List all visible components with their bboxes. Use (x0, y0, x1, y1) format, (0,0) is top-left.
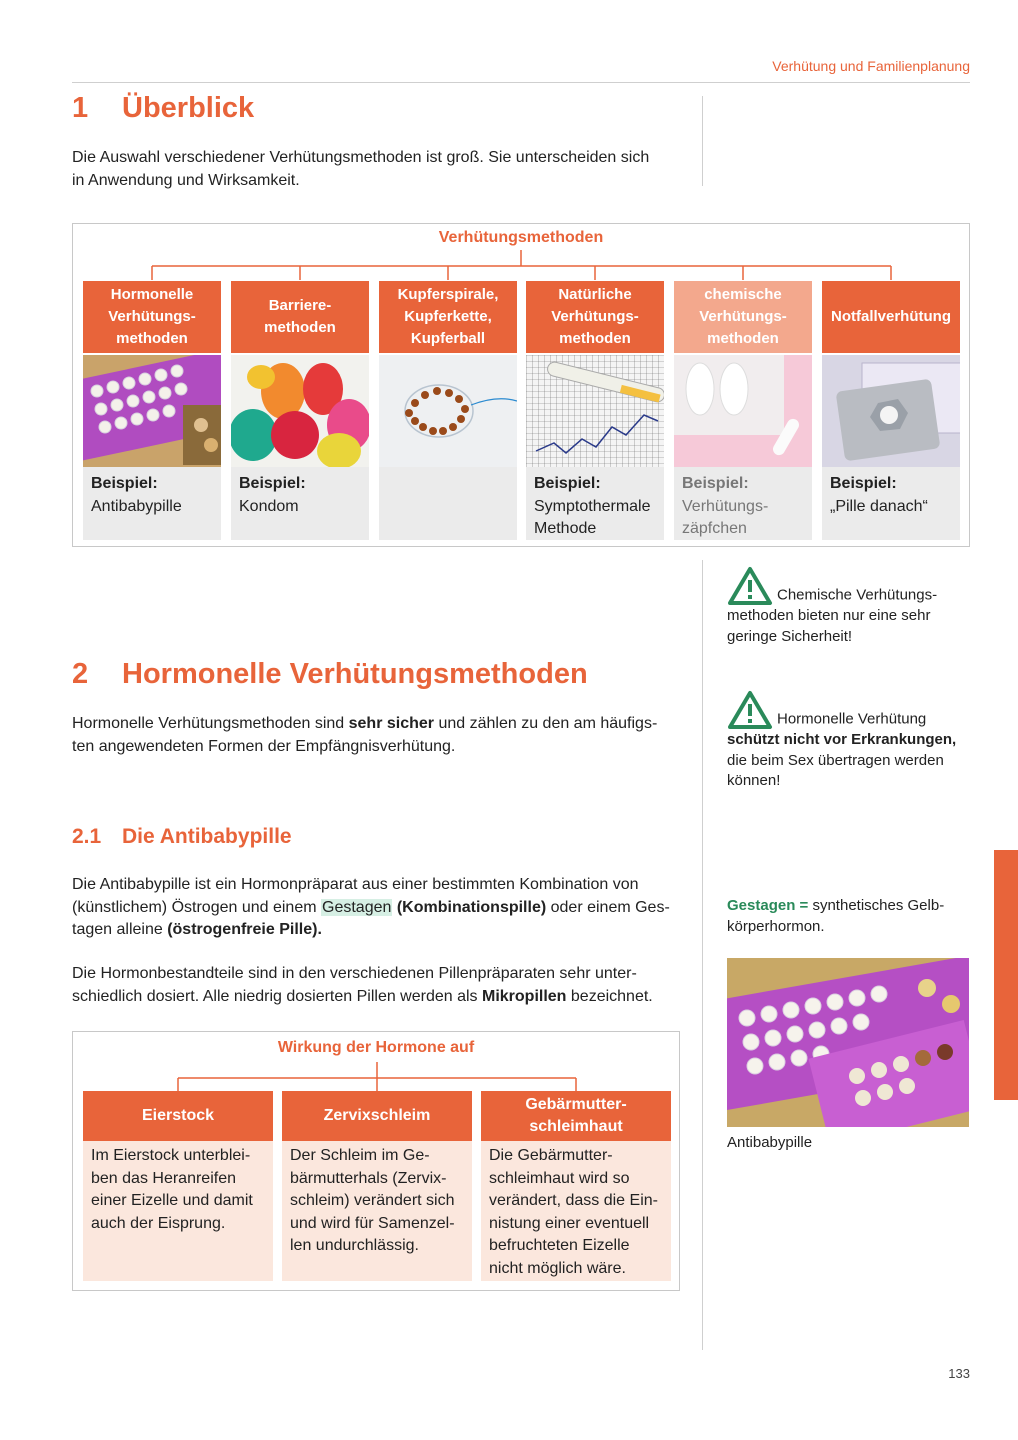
pill-blister-image (83, 355, 221, 467)
hormone-effects-title: Wirkung der Hormone auf (277, 1039, 475, 1056)
running-head: Verhütung und Familienplanung (772, 58, 970, 74)
page-number: 133 (948, 1366, 970, 1381)
hormone-effects-diagram (72, 1031, 680, 1291)
section-1-heading: 1 Überblick (72, 92, 255, 124)
effect-ovary (83, 1091, 273, 1281)
effect-cervical-mucus (282, 1091, 472, 1281)
method-natural-example: Beispiel: Symptothermale Methode (526, 467, 664, 540)
column-rule-main (702, 560, 703, 1350)
method-natural-head: Natürliche Verhütungs- methoden (526, 281, 664, 353)
effects-tree-lines (73, 1032, 681, 1092)
photo-caption: Antibabypille (727, 1134, 813, 1151)
section-2-1-paragraph-2: Die Hormonbestandteile sind in den verschiedenen Pillenpräparaten sehr unter- schiedlich dosiert. Alle niedrig dosierten Pillen werden als Mikropillen bezeichnet. (72, 965, 653, 1005)
method-copper (379, 281, 517, 540)
methods-diagram (72, 223, 970, 547)
section-2-1-heading: 2.1 Die Antibabypille (72, 825, 292, 848)
warning-icon (727, 566, 773, 606)
effect-uterine-lining-head: Gebärmutter- schleimhaut (481, 1091, 671, 1141)
warning-hormonal: Hormonelle Verhütung schützt nicht vor Erkrankungen, die beim Sex übertragen werden können! (727, 690, 972, 792)
column-rule-top (702, 96, 703, 186)
method-emergency (822, 281, 960, 540)
header-rule (72, 82, 970, 83)
effect-ovary-body: Im Eierstock unterblei- ben das Heranreifen einer Eizelle und damit auch der Eisprung. (83, 1141, 273, 1281)
method-chemical-head: chemische Verhütungs- methoden (674, 281, 812, 353)
method-copper-head: Kupferspirale, Kupferkette, Kupferball (379, 281, 517, 353)
method-barrier (231, 281, 369, 540)
condoms-image (231, 355, 369, 467)
method-hormonal (83, 281, 221, 540)
effect-cervical-mucus-body: Der Schleim im Ge- bärmutterhals (Zervix- schleim) verändert sich und wird für Samenzel- len undurchlässig. (282, 1141, 472, 1281)
effect-ovary-head: Eierstock (83, 1091, 273, 1141)
warning-icon (727, 690, 773, 730)
warning-chemical: Chemische Verhütungs- methoden bieten nur eine sehr geringe Sicherheit! (727, 566, 972, 647)
gestagen-highlight: Gestagen (322, 898, 392, 916)
copper-ball-image (379, 355, 517, 467)
section-2-intro: Hormonelle Verhütungsmethoden sind sehr sicher und zählen zu den am häufigs- ten angewendeten Formen der Empfängnisverhütung. (72, 715, 658, 755)
gestagen-glossary: Gestagen = synthetisches Gelb- körperhormon. (727, 897, 945, 935)
effect-cervical-mucus-head: Zervixschleim (282, 1091, 472, 1141)
methods-tree-lines (73, 224, 971, 284)
method-hormonal-head: Hormonelle Verhütungs- methoden (83, 281, 221, 353)
section-1-intro: Die Auswahl verschiedener Verhütungsmethoden ist groß. Sie unterscheiden sich in Anwendung und Wirksamkeit. (72, 149, 650, 189)
methods-diagram-title: Verhütungsmethoden (438, 229, 604, 246)
effect-uterine-lining-body: Die Gebärmutter- schleimhaut wird so verändert, dass die Ein- nistung einer eventuell befruchteten Eizelle nicht möglich wäre. (481, 1141, 671, 1281)
method-chemical-example: Beispiel: Verhütungs- zäpfchen (674, 467, 812, 540)
method-emergency-head: Notfallverhütung (822, 281, 960, 353)
method-copper-example (379, 467, 517, 540)
method-hormonal-example: Beispiel: Antibabypille (83, 467, 221, 540)
method-chemical (674, 281, 812, 540)
method-natural (526, 281, 664, 540)
thermometer-chart-image (526, 355, 664, 467)
method-barrier-head: Barriere- methoden (231, 281, 369, 353)
effect-uterine-lining (481, 1091, 671, 1281)
antibabypille-photo (727, 958, 969, 1127)
section-2-1-paragraph-1: Die Antibabypille ist ein Hormonpräparat aus einer bestimmten Kombination von (künstlichem) Östrogen und einem Gestagen (Kombinationspille) oder einem Ges- tagen alleine (östrogenfreie Pille). (72, 876, 670, 938)
method-barrier-example: Beispiel: Kondom (231, 467, 369, 540)
section-2-heading: 2 Hormonelle Verhütungsmethoden (72, 658, 588, 690)
method-emergency-example: Beispiel: „Pille danach“ (822, 467, 960, 540)
suppository-image (674, 355, 812, 467)
chapter-tab-marker (994, 850, 1018, 1100)
morning-after-pill-image (822, 355, 960, 467)
